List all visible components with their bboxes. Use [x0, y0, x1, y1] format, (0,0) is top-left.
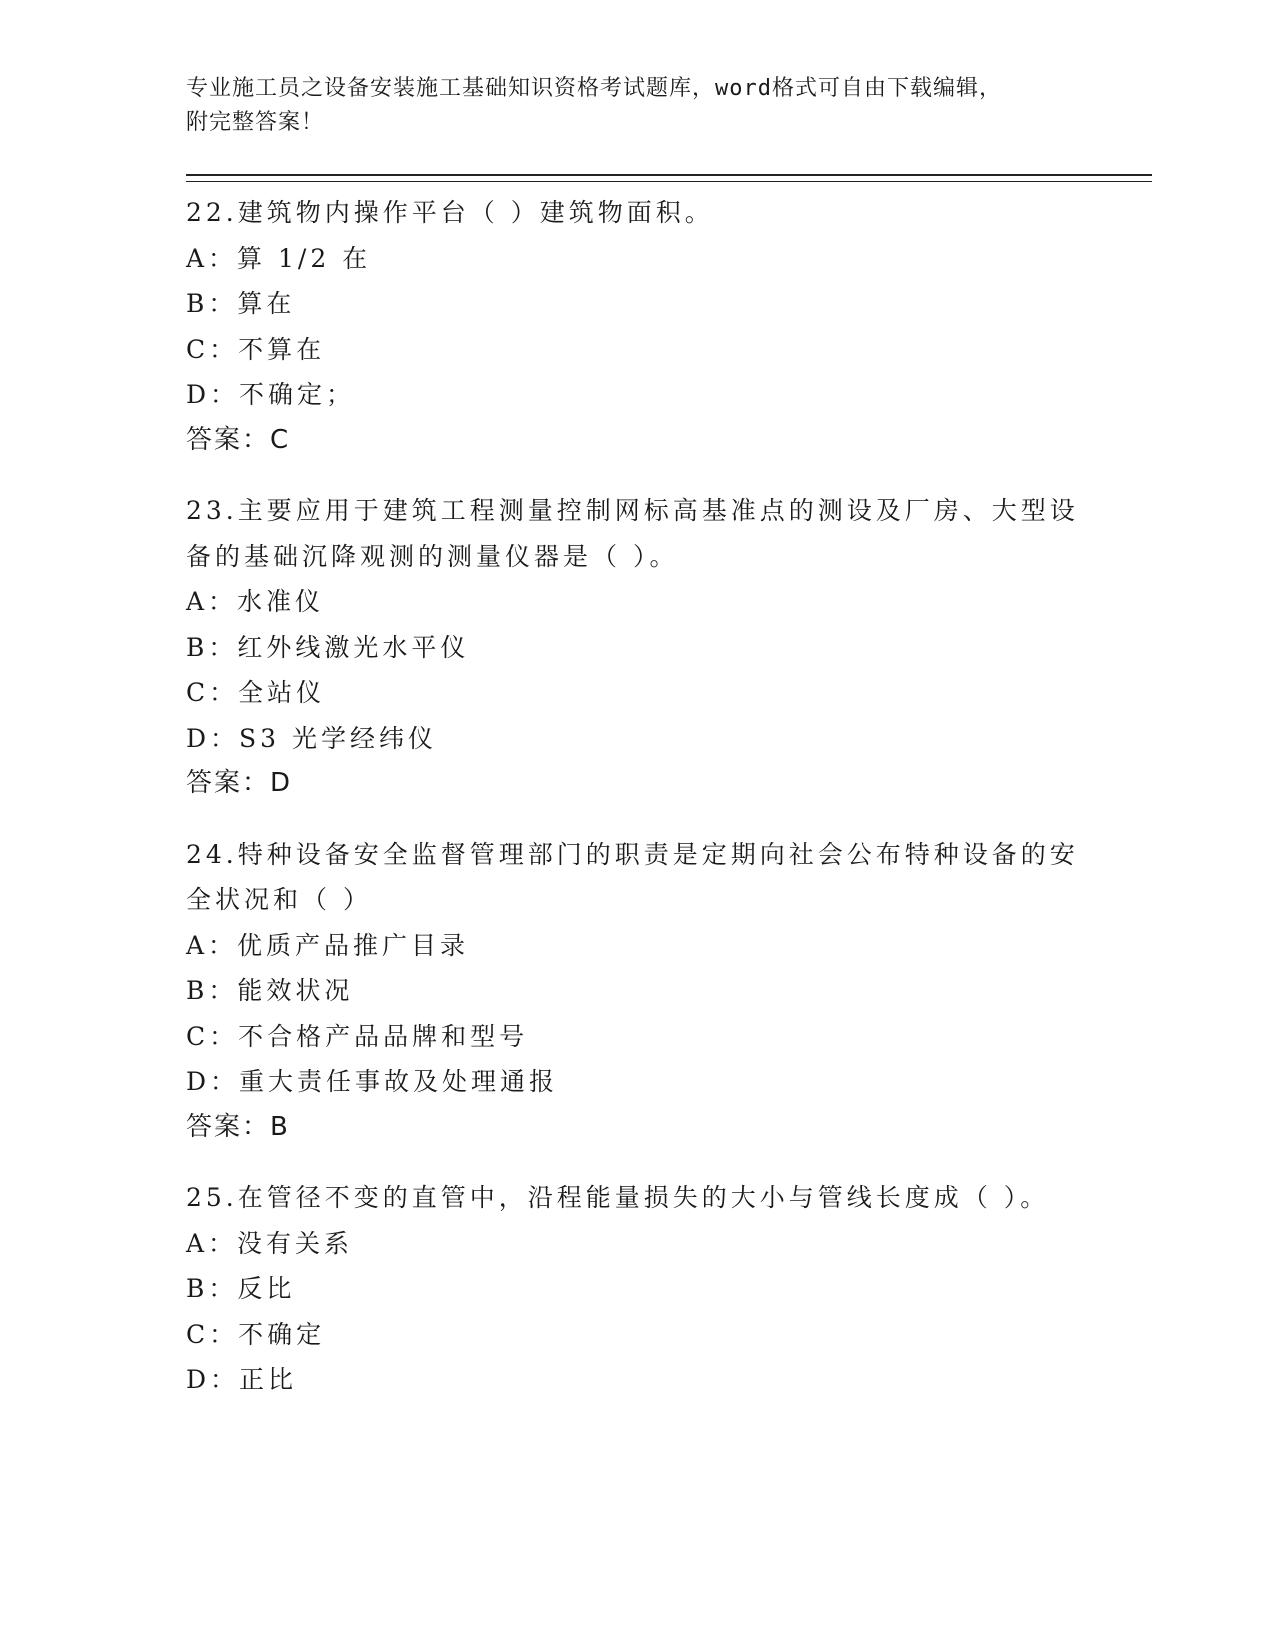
option-b: B：红外线激光水平仪 — [186, 632, 470, 662]
option-d: D：不确定； — [186, 380, 356, 409]
header-divider-thin — [186, 181, 1152, 182]
question-stem-line-1: 24.特种设备安全监督管理部门的职责是定期向社会公布特种设备的安 — [186, 839, 1079, 869]
question-stem: 22.建筑物内操作平台（ ）建筑物面积。 — [186, 198, 714, 227]
option-a: A：优质产品推广目录 — [186, 930, 470, 960]
option-a: A：算 1/2 在 — [186, 243, 372, 273]
option-d: D：重大责任事故及处理通报 — [186, 1067, 559, 1096]
question-22 — [186, 190, 1086, 463]
question-list — [186, 190, 1086, 1428]
option-a: A：水准仪 — [186, 587, 325, 616]
answer-line: 答案：C — [186, 424, 291, 455]
question-stem: 25.在管径不变的直管中，沿程能量损失的大小与管线长度成（ ）。 — [186, 1183, 1050, 1212]
question-stem-line-1: 23.主要应用于建筑工程测量控制网标高基准点的测设及厂房、大型设 — [186, 496, 1079, 525]
option-c: C：全站仪 — [186, 678, 326, 707]
option-c: C：不确定 — [186, 1319, 326, 1349]
option-b: B：算在 — [186, 289, 296, 318]
header-divider-thick — [186, 174, 1152, 176]
option-c: C：不算在 — [186, 334, 326, 364]
question-24 — [186, 832, 1086, 1151]
option-d: D：S3 光学经纬仪 — [186, 723, 438, 753]
option-d: D：正比 — [186, 1365, 298, 1394]
question-stem-line-2: 备的基础沉降观测的测量仪器是（ ）。 — [186, 541, 679, 571]
document-header — [186, 72, 1166, 140]
question-stem-line-2: 全状况和（ ） — [186, 885, 372, 914]
answer-line: 答案：B — [186, 1111, 290, 1142]
answer-line: 答案：D — [186, 768, 293, 798]
question-23 — [186, 488, 1086, 807]
option-b: B：能效状况 — [186, 976, 354, 1005]
question-25 — [186, 1175, 1086, 1403]
header-line-2: 附完整答案！ — [186, 110, 325, 135]
header-line-1: 专业施工员之设备安装施工基础知识资格考试题库，word格式可自由下载编辑， — [186, 76, 1002, 101]
option-c: C：不合格产品品牌和型号 — [186, 1021, 529, 1051]
option-b: B：反比 — [186, 1274, 296, 1303]
option-a: A：没有关系 — [186, 1228, 354, 1258]
